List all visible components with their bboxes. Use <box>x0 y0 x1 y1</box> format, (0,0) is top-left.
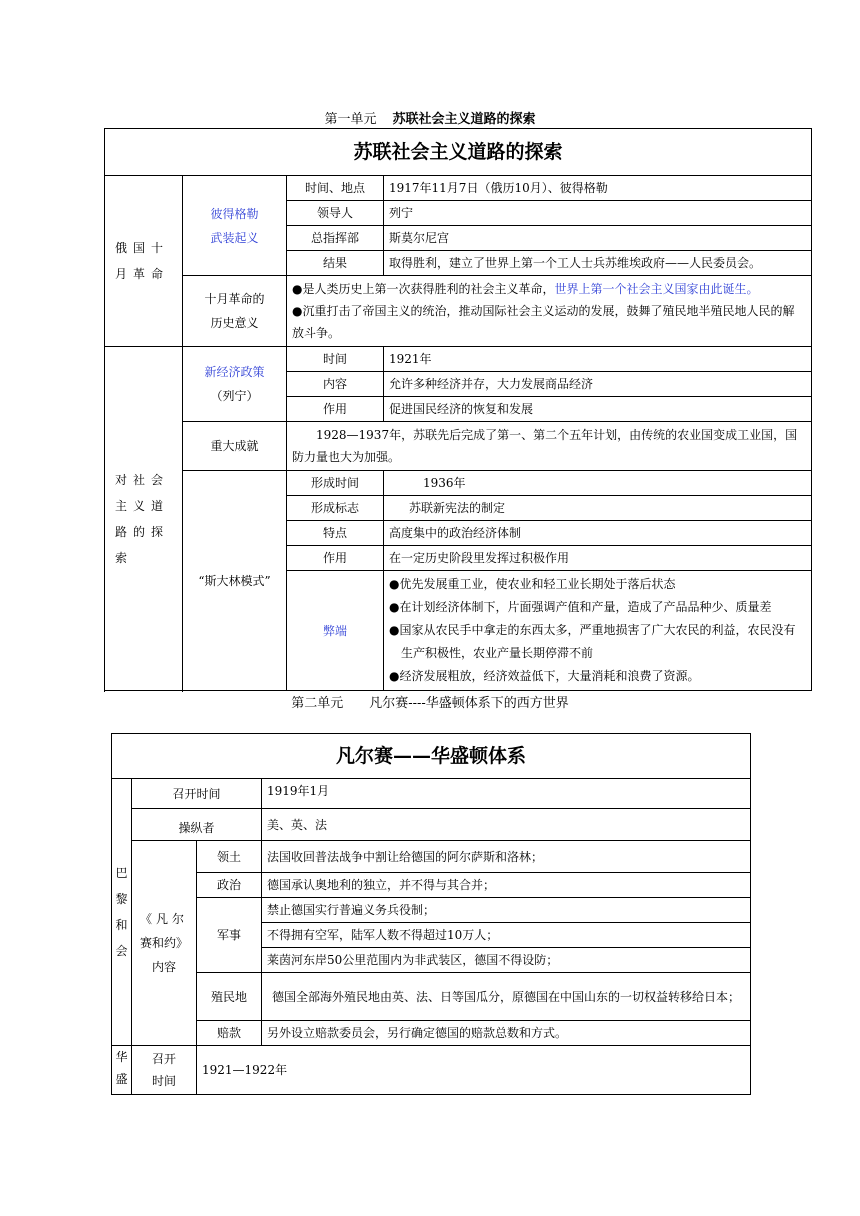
row-value: 另外设立赔款委员会，另行确定德国的赔款总数和方式。 <box>262 1021 751 1046</box>
achievement-label: 重大成就 <box>183 422 287 471</box>
row-value: 德国全部海外殖民地由英、法、日等国瓜分，原德国在中国山东的一切权益转移给日本； <box>262 973 751 1021</box>
row-value: 在一定历史阶段里发挥过积极作用 <box>384 546 812 571</box>
row-key: 召开时间 <box>132 779 262 809</box>
significance-label: 十月革命的 历史意义 <box>183 276 287 347</box>
unit2-caption <box>0 692 860 711</box>
row-value: 莱茵河东岸50公里范围内为非武装区，德国不得设防； <box>262 948 751 973</box>
unit1-caption-title: 苏联社会主义道路的探索 <box>392 112 536 127</box>
october-revolution-label: 俄国十月革命 <box>105 176 183 347</box>
drawback-item: ●优先发展重工业，使农业和轻工业长期处于落后状态 <box>389 577 676 591</box>
row-key: 时间 <box>287 347 384 372</box>
row-key: 时间、地点 <box>287 176 384 201</box>
table2-title: 凡尔赛——华盛顿体系 <box>112 734 751 779</box>
row-value: 1919年1月 <box>262 779 751 809</box>
row-key: 结果 <box>287 251 384 276</box>
paris-conference-label: 巴 黎 和 会 <box>112 779 132 1046</box>
row-key: 殖民地 <box>197 973 262 1021</box>
row-value: 德国承认奥地利的独立，并不得与其合并； <box>262 873 751 898</box>
row-key: 召开 时间 <box>132 1046 197 1095</box>
row-value: 取得胜利，建立了世界上第一个工人士兵苏维埃政府——人民委员会。 <box>384 251 812 276</box>
row-key: 领导人 <box>287 201 384 226</box>
row-value: 1936年 <box>384 471 812 496</box>
row-key: 军事 <box>197 898 262 973</box>
row-value: 列宁 <box>384 201 812 226</box>
unit1-caption-prefix: 第一单元 <box>324 112 377 127</box>
drawback-label: 弊端 <box>287 571 384 691</box>
row-value: 苏联新宪法的制定 <box>384 496 812 521</box>
versailles-washington-table <box>111 733 751 1095</box>
row-key: 特点 <box>287 521 384 546</box>
row-key: 形成标志 <box>287 496 384 521</box>
achievement-text: 1928—1937年，苏联先后完成了第一、第二个五年计划，由传统的农业国变成工业国，国防力量也大为加强。 <box>287 422 812 471</box>
row-key: 作用 <box>287 397 384 422</box>
row-value: 促进国民经济的恢复和发展 <box>384 397 812 422</box>
unit2-caption-prefix: 第二单元 <box>291 696 344 711</box>
drawback-item: ●国家从农民手中拿走的东西太多，严重地损害了广大农民的利益，农民没有生产积极性，农业产量长期停滞不前 <box>389 623 796 660</box>
exploration-label: 对社会主义道路的探索 <box>105 347 183 691</box>
row-value: 不得拥有空军，陆军人数不得超过10万人； <box>262 923 751 948</box>
row-key: 政治 <box>197 873 262 898</box>
unit2-caption-title: 凡尔赛----华盛顿体系下的西方世界 <box>369 696 569 711</box>
petrograd-uprising-label: 彼得格勒 武装起义 <box>183 176 287 276</box>
drawback-item: ●经济发展粗放，经济效益低下，大量消耗和浪费了资源。 <box>389 669 700 683</box>
row-key: 操纵者 <box>132 809 262 841</box>
table1-title: 苏联社会主义道路的探索 <box>105 129 812 176</box>
row-key: 领土 <box>197 841 262 873</box>
row-value: 斯莫尔尼宫 <box>384 226 812 251</box>
row-value: 允许多种经济并存，大力发展商品经济 <box>384 372 812 397</box>
row-value: 禁止德国实行普遍义务兵役制； <box>262 898 751 923</box>
row-key: 作用 <box>287 546 384 571</box>
row-value: 美、英、法 <box>262 809 751 841</box>
row-value: 1921年 <box>384 347 812 372</box>
nep-label: 新经济政策 （列宁） <box>183 347 287 422</box>
row-value: 1921—1922年 <box>197 1046 751 1095</box>
row-value: 1917年11月7日（俄历10月）、彼得格勒 <box>384 176 812 201</box>
row-key: 总指挥部 <box>287 226 384 251</box>
soviet-exploration-table <box>104 128 812 691</box>
significance-text: ●是人类历史上第一次获得胜利的社会主义革命，世界上第一个社会主义国家由此诞生。 ●沉重打击了帝国主义的统治，推动国际社会主义运动的发展，鼓舞了殖民地半殖民地人民的解放斗争。 <box>287 276 812 347</box>
unit1-caption <box>0 108 860 127</box>
row-key: 形成时间 <box>287 471 384 496</box>
drawback-item: ●在计划经济体制下，片面强调产值和产量，造成了产品品种少、质量差 <box>389 600 772 614</box>
stalin-model-label: “斯大林模式” <box>183 471 287 691</box>
row-value: 法国收回普法战争中割让给德国的阿尔萨斯和洛林； <box>262 841 751 873</box>
drawback-list <box>384 571 812 691</box>
row-key: 赔款 <box>197 1021 262 1046</box>
row-value: 高度集中的政治经济体制 <box>384 521 812 546</box>
row-key: 内容 <box>287 372 384 397</box>
washington-conference-label: 华 盛 <box>112 1046 132 1095</box>
treaty-of-versailles-label: 《凡尔 赛和约》 内容 <box>132 841 197 1046</box>
